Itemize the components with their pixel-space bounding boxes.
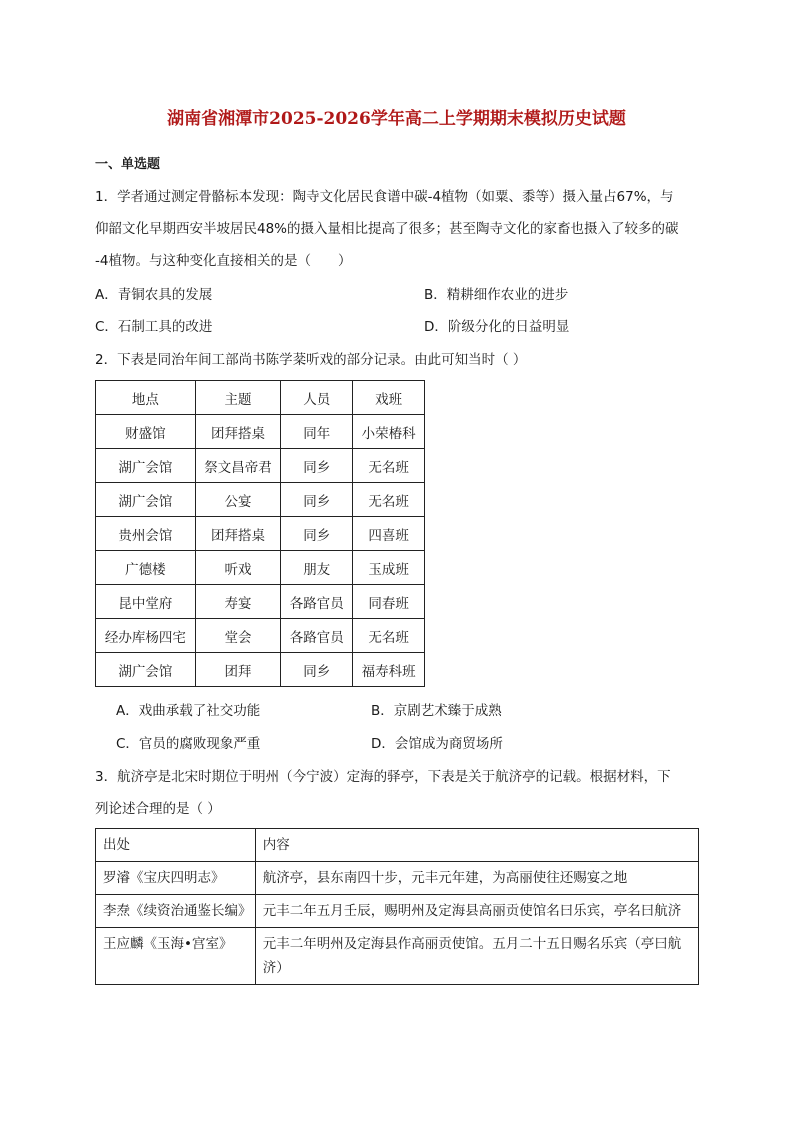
q1-option-c: C．石制工具的改进 xyxy=(95,319,213,335)
table-row xyxy=(96,862,699,895)
table-cell: 小荣椿科 xyxy=(353,415,425,449)
table-cell: 湖广会馆 xyxy=(96,449,196,483)
table-cell: 四喜班 xyxy=(353,517,425,551)
table-cell: 无名班 xyxy=(353,483,425,517)
table-cell: 元丰二年明州及定海县作高丽贡使馆。五月二十五日赐名乐宾（亭曰航济） xyxy=(255,928,698,985)
table-row xyxy=(96,415,425,449)
table-header-row xyxy=(96,829,699,862)
table-cell: 无名班 xyxy=(353,619,425,653)
table-row xyxy=(96,619,425,653)
table-row xyxy=(96,895,699,928)
table-row xyxy=(96,653,425,687)
table-cell: 李焘《续资治通鉴长编》 xyxy=(96,895,256,928)
table-cell: 湖广会馆 xyxy=(96,653,196,687)
table-cell: 广德楼 xyxy=(96,551,196,585)
table-cell: 湖广会馆 xyxy=(96,483,196,517)
table-header-cell: 戏班 xyxy=(353,381,425,415)
table-cell: 寿宴 xyxy=(195,585,281,619)
table-cell: 同年 xyxy=(281,415,353,449)
q2-table xyxy=(95,380,425,687)
table-header-cell: 出处 xyxy=(96,829,256,862)
table-cell: 团拜搭桌 xyxy=(195,415,281,449)
table-cell: 同春班 xyxy=(353,585,425,619)
table-cell: 昆中堂府 xyxy=(96,585,196,619)
table-cell: 玉成班 xyxy=(353,551,425,585)
table-row xyxy=(96,449,425,483)
q1-option-a: A．青铜农具的发展 xyxy=(95,287,213,303)
table-row xyxy=(96,585,425,619)
table-cell: 福寿科班 xyxy=(353,653,425,687)
table-cell: 团拜搭桌 xyxy=(195,517,281,551)
table-cell: 听戏 xyxy=(195,551,281,585)
page-title: 湖南省湘潭市2025-2026学年高二上学期期末模拟历史试题 xyxy=(167,109,626,129)
table-cell: 堂会 xyxy=(195,619,281,653)
table-cell: 航济亭，县东南四十步，元丰元年建，为高丽使往还赐宴之地 xyxy=(255,862,698,895)
table-cell: 团拜 xyxy=(195,653,281,687)
q3-line-1: 3．航济亭是北宋时期位于明州（今宁波）定海的驿亭，下表是关于航济亭的记载。根据材料，下 xyxy=(95,769,671,785)
table-cell: 各路官员 xyxy=(281,619,353,653)
q2-stem: 2．下表是同治年间工部尚书陈学棻听戏的部分记录。由此可知当时（ ） xyxy=(95,352,527,368)
table-cell: 财盛馆 xyxy=(96,415,196,449)
q3-line-2: 列论述合理的是（ ） xyxy=(95,801,221,817)
q2-option-d: D．会馆成为商贸场所 xyxy=(371,736,503,752)
section-heading: 一、单选题 xyxy=(95,157,161,172)
table-cell: 祭文昌帝君 xyxy=(195,449,281,483)
q3-table xyxy=(95,828,699,985)
table-cell: 罗濬《宝庆四明志》 xyxy=(96,862,256,895)
table-cell: 同乡 xyxy=(281,449,353,483)
table-header-cell: 地点 xyxy=(96,381,196,415)
q1-line-3: -4植物。与这种变化直接相关的是（ ） xyxy=(95,253,352,269)
table-cell: 同乡 xyxy=(281,653,353,687)
table-row xyxy=(96,483,425,517)
table-cell: 经办库杨四宅 xyxy=(96,619,196,653)
q2-option-b: B．京剧艺术臻于成熟 xyxy=(371,703,502,719)
q1-line-1: 1．学者通过测定骨骼标本发现：陶寺文化居民食谱中碳-4植物（如粟、黍等）摄入量占67%，与 xyxy=(95,189,674,205)
table-cell: 同乡 xyxy=(281,483,353,517)
table-header-cell: 人员 xyxy=(281,381,353,415)
table-header-cell: 主题 xyxy=(195,381,281,415)
table-row xyxy=(96,551,425,585)
table-cell: 王应麟《玉海•宫室》 xyxy=(96,928,256,985)
q2-option-c: C．官员的腐败现象严重 xyxy=(116,736,261,752)
q1-option-d: D．阶级分化的日益明显 xyxy=(424,319,570,335)
table-cell: 贵州会馆 xyxy=(96,517,196,551)
table-cell: 公宴 xyxy=(195,483,281,517)
table-header-cell: 内容 xyxy=(255,829,698,862)
table-row xyxy=(96,517,425,551)
table-cell: 同乡 xyxy=(281,517,353,551)
table-cell: 元丰二年五月壬辰，赐明州及定海县高丽贡使馆名曰乐宾，亭名曰航济 xyxy=(255,895,698,928)
q1-line-2: 仰韶文化早期西安半坡居民48%的摄入量相比提高了很多；甚至陶寺文化的家畜也摄入了较多的碳 xyxy=(95,221,679,237)
table-cell: 无名班 xyxy=(353,449,425,483)
table-row xyxy=(96,928,699,985)
table-header-row xyxy=(96,381,425,415)
table-cell: 各路官员 xyxy=(281,585,353,619)
table-cell: 朋友 xyxy=(281,551,353,585)
q1-option-b: B．精耕细作农业的进步 xyxy=(424,287,569,303)
q2-option-a: A．戏曲承载了社交功能 xyxy=(116,703,261,719)
